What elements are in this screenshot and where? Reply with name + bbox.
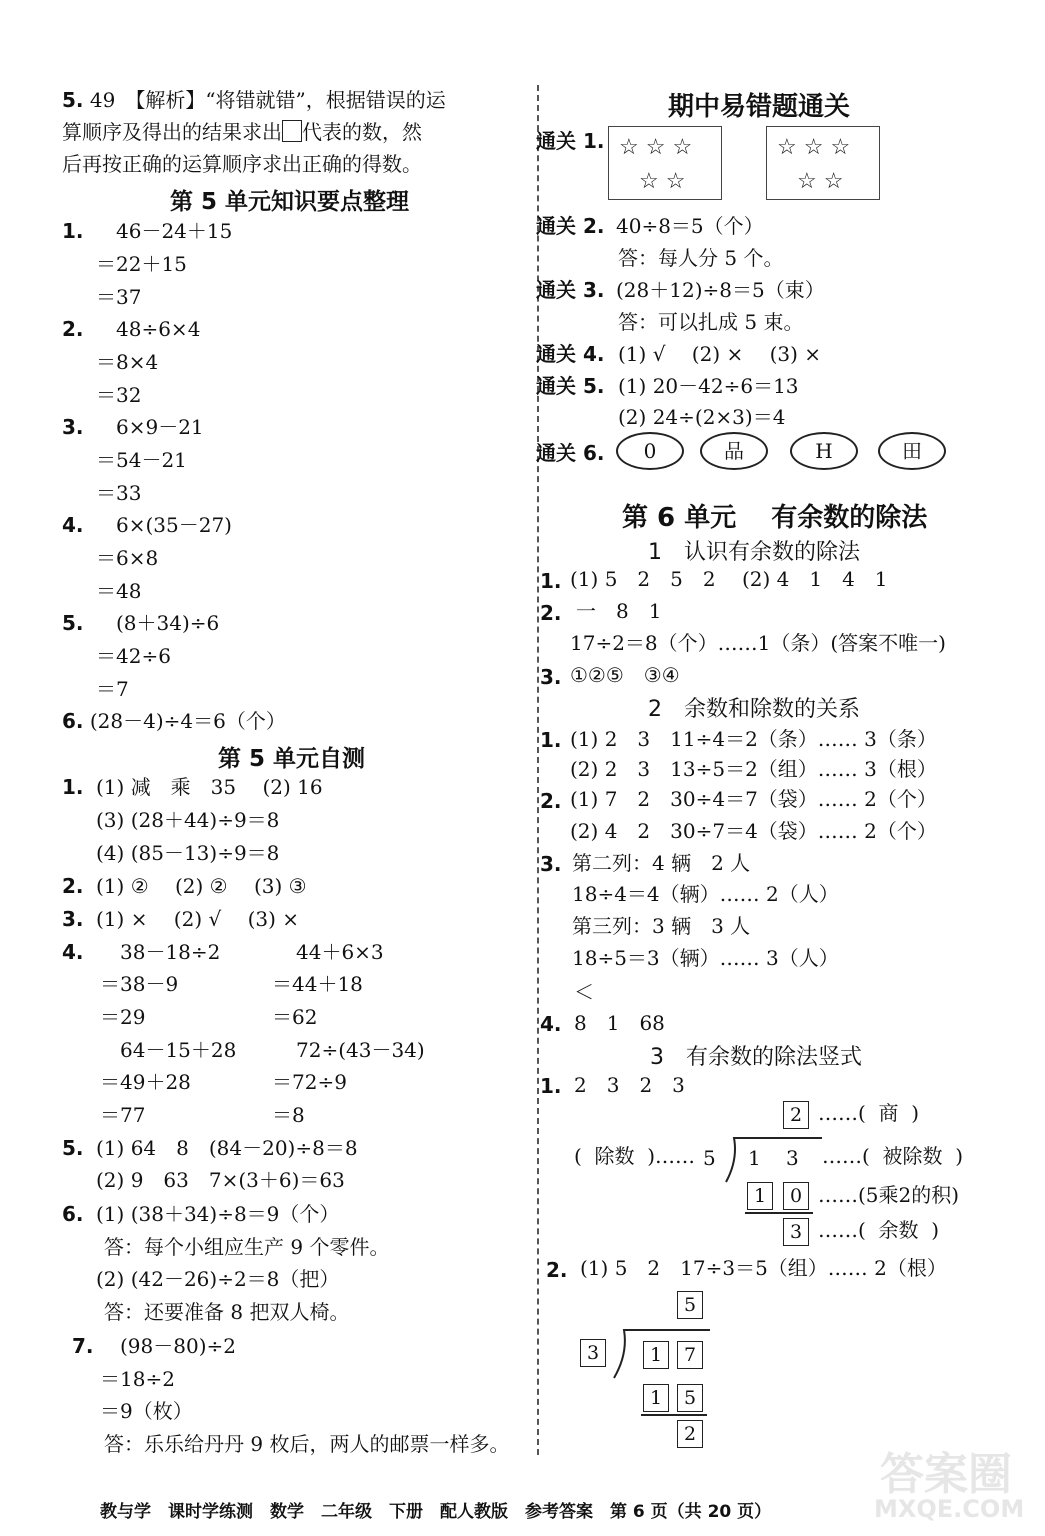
oval-answer-1: 0	[616, 432, 684, 470]
s1-line2: ＝22＋15	[96, 252, 187, 276]
s1-line3: ＝48	[96, 579, 142, 603]
u3-l1: 2 3 2 3	[574, 1073, 685, 1097]
g2-line2: 答：每人分 5 个。	[618, 246, 784, 270]
left-item5-line2: 算顺序及得出的结果求出 代表的数，然	[62, 120, 422, 144]
z5-line1: (1) 64 8 (84－20)÷8＝8	[96, 1136, 358, 1160]
u2-l4: (2) 4 2 30÷7＝4（袋）…… 2（个）	[570, 819, 937, 843]
z1-line3: (4) (85－13)÷9＝8	[96, 841, 280, 865]
z4-num: 4.	[62, 940, 84, 964]
s1-line3: ＝7	[96, 677, 129, 701]
s1-line1: (8＋34)÷6	[116, 611, 220, 635]
z4-c1: 64－15＋28	[120, 1038, 237, 1062]
product-box: 1	[747, 1182, 773, 1210]
quotient-box-2: 5	[677, 1291, 703, 1319]
g5-line1: (1) 20－42÷6＝13	[618, 374, 799, 398]
z4-b3: ＝62	[272, 1005, 318, 1029]
u3-n1: 1.	[540, 1074, 562, 1098]
label-dividend: ……( 被除数 )	[822, 1144, 964, 1168]
star-icon: ☆	[645, 135, 666, 160]
u3-title: 3 有余数的除法竖式	[650, 1045, 862, 1070]
g5-line2: (2) 24÷(2×3)＝4	[618, 405, 786, 429]
star-row-bottom	[639, 169, 685, 195]
s1-num: 2.	[62, 317, 84, 341]
z3-text: (1) × (2) √ (3) ×	[96, 907, 300, 931]
z2-num: 2.	[62, 874, 84, 898]
z4-b1: 44＋6×3	[296, 940, 384, 964]
star-row-bottom	[797, 169, 843, 195]
z4-d2: ＝72÷9	[272, 1070, 347, 1094]
g1-label: 通关 1.	[536, 129, 605, 153]
u1-n1: 1.	[540, 569, 562, 593]
z4-a3: ＝29	[100, 1005, 146, 1029]
u2-l5: 第二列：4 辆 2 人	[572, 851, 751, 875]
g4-text: (1) √ (2) × (3) ×	[618, 342, 822, 366]
s1-line1: 48÷6×4	[116, 317, 201, 341]
z2-text: (1) ② (2) ② (3) ③	[96, 874, 307, 898]
z6-num: 6.	[62, 1202, 84, 1226]
z6-line1: (1) (38＋34)÷8＝9（个）	[96, 1202, 340, 1226]
oval-answer-4: 田	[878, 432, 946, 470]
g2-label: 通关 2.	[536, 214, 605, 238]
z4-d3: ＝8	[272, 1103, 305, 1127]
z4-a2: ＝38－9	[100, 972, 179, 996]
z4-b2: ＝44＋18	[272, 972, 363, 996]
z4-d1: 72÷(43－34)	[296, 1038, 425, 1062]
star-row-top	[777, 135, 850, 161]
left-item5-line3: 后再按正确的运算顺序求出正确的得数。	[62, 152, 422, 176]
u2-l6: 18÷4＝4（辆）…… 2（人）	[572, 882, 839, 906]
z4-c3: ＝77	[100, 1103, 146, 1127]
u1-t2: 一 8 1	[576, 599, 662, 623]
blank-box-icon	[282, 120, 302, 142]
divisor-box-2: 3	[580, 1339, 606, 1367]
star-icon: ☆	[797, 169, 817, 194]
dividend-box-2: 7	[677, 1341, 703, 1369]
z7-line3: ＝9（枚）	[100, 1399, 193, 1423]
z7-line4: 答：乐乐给丹丹 9 枚后，两人的邮票一样多。	[104, 1432, 510, 1456]
star-icon: ☆	[823, 169, 844, 194]
label-divisor: ( 除数 )……	[574, 1144, 696, 1168]
s1-line2: ＝54－21	[96, 448, 187, 472]
dividend-digit: 1	[748, 1146, 761, 1170]
z6-line2: 答：每个小组应生产 9 个零件。	[104, 1235, 390, 1259]
g2-line1: 40÷8＝5（个）	[616, 214, 764, 238]
remainder-box-2: 2	[677, 1420, 703, 1448]
oval-answer-2: 品	[700, 432, 768, 470]
star-icon: ☆	[672, 135, 693, 160]
z6-line4: 答：还要准备 8 把双人椅。	[104, 1300, 350, 1324]
oval-answer-3: H	[790, 432, 858, 470]
s1-line2: ＝8×4	[96, 350, 159, 374]
dividend-digit: 3	[786, 1146, 799, 1170]
z7-num: 7.	[72, 1334, 94, 1358]
u2-l8: 18÷5＝3（辆）…… 3（人）	[572, 946, 839, 970]
u3-l2: (1) 5 2 17÷3＝5（组）…… 2（根）	[580, 1256, 947, 1280]
s1-num: 1.	[62, 219, 84, 243]
z4-c2: ＝49＋28	[100, 1070, 191, 1094]
g4-label: 通关 4.	[536, 342, 605, 366]
unit6-title: 第 6 单元 有余数的除法	[622, 503, 928, 533]
star-box-1	[608, 126, 722, 200]
u2-l1: (1) 2 3 11÷4＝2（条）…… 3（条）	[570, 727, 937, 751]
u1-n2: 2.	[540, 601, 562, 625]
s1-line3: ＝33	[96, 481, 142, 505]
g6-label: 通关 6.	[536, 441, 605, 465]
z1-line2: (3) (28＋44)÷9＝8	[96, 808, 280, 832]
star-box-2	[766, 126, 880, 200]
u2-l9: ＜	[574, 980, 594, 1004]
u1-t1: (1) 5 2 5 2 (2) 4 1 4 1	[570, 567, 888, 591]
g5-label: 通关 5.	[536, 374, 605, 398]
star-icon: ☆	[639, 169, 659, 194]
star-icon: ☆	[619, 135, 639, 160]
u2-n3: 3.	[540, 852, 562, 876]
right-title: 期中易错题通关	[668, 92, 851, 122]
s1-line2: ＝6×8	[96, 546, 159, 570]
u1-t2b: 17÷2＝8（个）……1（条）(答案不唯一)	[570, 631, 946, 655]
z6-line3: (2) (42－26)÷2＝8（把）	[96, 1267, 340, 1291]
u2-title: 2 余数和除数的关系	[648, 697, 860, 722]
u2-n4: 4.	[540, 1012, 562, 1036]
star-icon: ☆	[777, 135, 797, 160]
s1-line3: ＝37	[96, 285, 142, 309]
u3-n2: 2.	[546, 1258, 568, 1282]
z7-line1: (98－80)÷2	[120, 1334, 236, 1358]
star-row-top	[619, 135, 692, 161]
page-footer: 教与学 课时学练测 数学 二年级 下册 配人教版 参考答案 第 6 页（共 20 页）	[100, 1502, 772, 1522]
s1-num: 3.	[62, 415, 84, 439]
z5-num: 5.	[62, 1136, 84, 1160]
label-quotient: ……( 商 )	[818, 1101, 920, 1125]
s1-line1: 6×9－21	[116, 415, 204, 439]
u2-n1: 1.	[540, 728, 562, 752]
product-box-2: 5	[677, 1384, 703, 1412]
division-bracket-icon	[724, 1136, 824, 1184]
division-line-2	[641, 1414, 707, 1416]
u1-t3: ①②⑤ ③④	[570, 663, 680, 687]
u1-title: 1 认识有余数的除法	[648, 540, 860, 565]
u2-n2: 2.	[540, 789, 562, 813]
u2-l3: (1) 7 2 30÷4＝7（袋）…… 2（个）	[570, 787, 937, 811]
label-remainder: ……( 余数 )	[818, 1218, 940, 1242]
star-icon: ☆	[803, 135, 824, 160]
star-icon: ☆	[830, 135, 851, 160]
section-title-knowledge: 第 5 单元知识要点整理	[170, 189, 410, 215]
s1-line2: ＝42÷6	[96, 644, 171, 668]
s1-num: 5.	[62, 611, 84, 635]
section-title-selftest: 第 5 单元自测	[218, 746, 366, 772]
division-line	[745, 1212, 813, 1214]
z1-line1: (1) 减 乘 35 (2) 16	[96, 775, 323, 799]
s1-item6: 6. (28－4)÷4＝6（个）	[62, 709, 286, 733]
s1-num: 4.	[62, 513, 84, 537]
u2-l7: 第三列：3 辆 3 人	[572, 914, 751, 938]
z1-num: 1.	[62, 775, 84, 799]
u2-l2: (2) 2 3 13÷5＝2（组）…… 3（根）	[570, 757, 937, 781]
g3-line2: 答：可以扎成 5 束。	[618, 310, 804, 334]
dividend-box-2: 1	[643, 1341, 669, 1369]
g3-line1: (28＋12)÷8＝5（束）	[616, 278, 825, 302]
s1-line1: 46－24＋15	[116, 219, 233, 243]
product-box-2: 1	[643, 1384, 669, 1412]
left-item5-line1: 5. 49 【解析】“将错就错”，根据错误的运	[62, 88, 446, 112]
star-icon: ☆	[665, 169, 686, 194]
z5-line2: (2) 9 63 7×(3＋6)＝63	[96, 1168, 345, 1192]
s1-line1: 6×(35－27)	[116, 513, 232, 537]
label-product: ……(5乘2的积)	[818, 1183, 960, 1207]
z3-num: 3.	[62, 907, 84, 931]
u1-n3: 3.	[540, 665, 562, 689]
z4-a1: 38－18÷2	[120, 940, 221, 964]
z7-line2: ＝18÷2	[100, 1367, 175, 1391]
remainder-box: 3	[783, 1218, 809, 1246]
product-box: 0	[783, 1182, 809, 1210]
watermark-url: MXQE.COM	[874, 1495, 1025, 1523]
u2-l10: 8 1 68	[574, 1011, 665, 1035]
s1-line3: ＝32	[96, 383, 142, 407]
watermark-logo: 答案圈	[880, 1449, 1012, 1500]
quotient-box: 2	[783, 1101, 809, 1129]
g3-label: 通关 3.	[536, 278, 605, 302]
divisor-1: 5	[703, 1146, 716, 1170]
